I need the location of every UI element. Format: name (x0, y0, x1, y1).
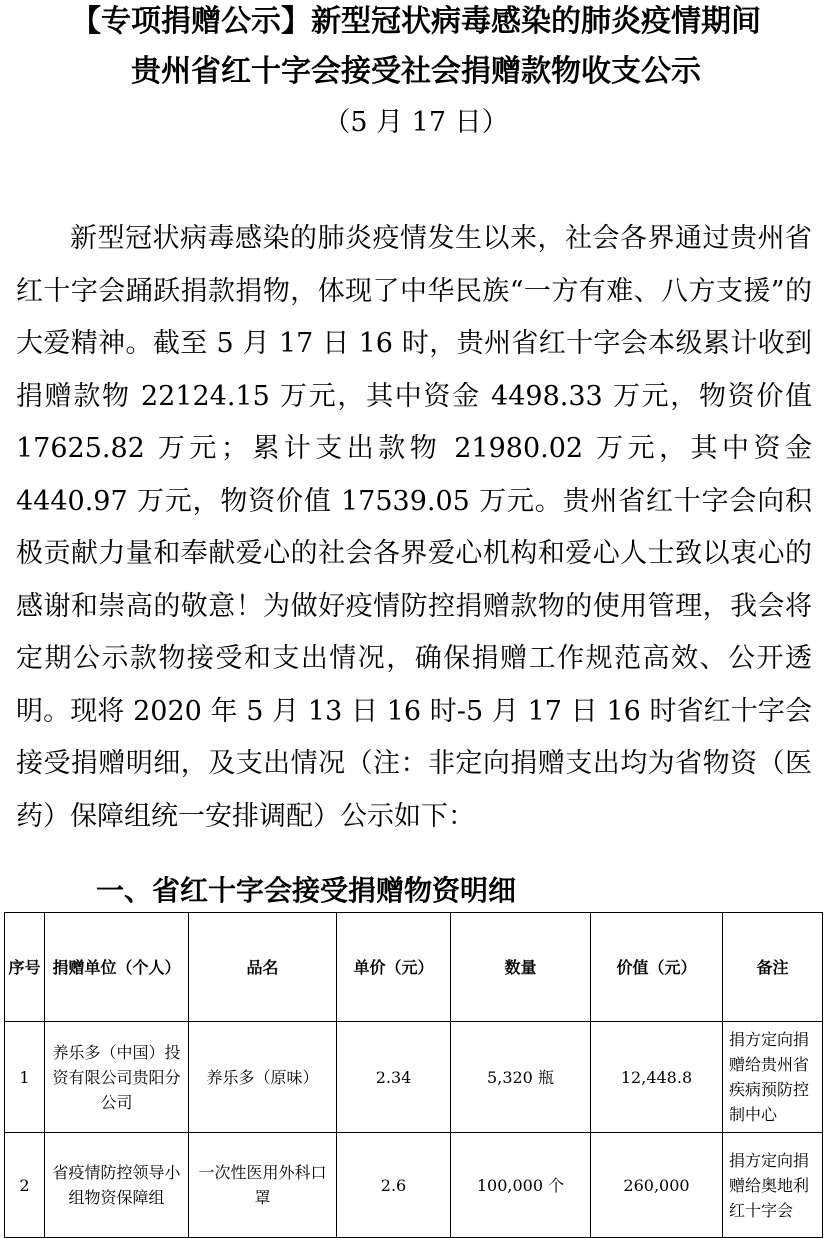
cell-no: 2 (5, 1133, 45, 1238)
publication-date: （5 月 17 日） (323, 107, 509, 138)
cell-unit-price: 2.34 (337, 1022, 451, 1133)
title-line-2: 贵州省红十字会接受社会捐赠款物收支公示 (131, 54, 701, 89)
title-line-1: 【专项捐赠公示】新型冠状病毒感染的肺炎疫情期间 (71, 4, 761, 39)
table-header-row (5, 913, 823, 1022)
cell-value: 12,448.8 (591, 1022, 723, 1133)
cell-item: 一次性医用外科口罩 (189, 1133, 337, 1238)
header-item: 品名 (189, 913, 337, 1022)
cell-item: 养乐多（原味） (189, 1022, 337, 1133)
cell-quantity: 5,320 瓶 (451, 1022, 591, 1133)
section-heading: 一、省红十字会接受捐赠物资明细 (96, 874, 517, 907)
cell-note: 捐方定向捐赠给奥地利红十字会 (723, 1133, 823, 1238)
body-paragraph: 新型冠状病毒感染的肺炎疫情发生以来，社会各界通过贵州省红十字会踊跃捐款捐物，体现了中华民族“一方有难、八方支援”的大爱精神。截至 5 月 17 日 16 时，贵州省红十字会本级累计收到捐赠款物 22124.15 万元，其中资金 4498.33 万元，物资价值 17625.82 万元；累计支出款物 21980.02 万元，其中资金 4440.97 万元，物资价值 17539.05 万元。贵州省红十字会向积极贡献力量和奉献爱心的社会各界爱心机构和爱心人士致以衷心的感谢和崇高的敬意！为做好疫情防控捐赠款物的使用管理，我会将定期公示款物接受和支出情况，确保捐赠工作规范高效、公开透明。现将 2020 年 5 月 13 日 16 时-5 月 17 日 16 时省红十字会接受捐赠明细，及支出情况（注：非定向捐赠支出均为省物资（医药）保障组统一安排调配）公示如下： (16, 223, 812, 832)
cell-donor: 省疫情防控领导小组物资保障组 (45, 1133, 189, 1238)
cell-unit-price: 2.6 (337, 1133, 451, 1238)
cell-note: 捐方定向捐赠给贵州省疾病预防控制中心 (723, 1022, 823, 1133)
header-quantity: 数量 (451, 913, 591, 1022)
header-unit-price: 单价（元） (337, 913, 451, 1022)
cell-no: 1 (5, 1022, 45, 1133)
header-donor: 捐赠单位（个人） (45, 913, 189, 1022)
donation-table (4, 912, 823, 1238)
body-text (16, 213, 812, 843)
header-no: 序号 (5, 913, 45, 1022)
header-note: 备注 (723, 913, 823, 1022)
table-row (5, 1022, 823, 1133)
header-value: 价值（元） (591, 913, 723, 1022)
cell-donor: 养乐多（中国）投资有限公司贵阳分公司 (45, 1022, 189, 1133)
cell-quantity: 100,000 个 (451, 1133, 591, 1238)
cell-value: 260,000 (591, 1133, 723, 1238)
table-row (5, 1133, 823, 1238)
